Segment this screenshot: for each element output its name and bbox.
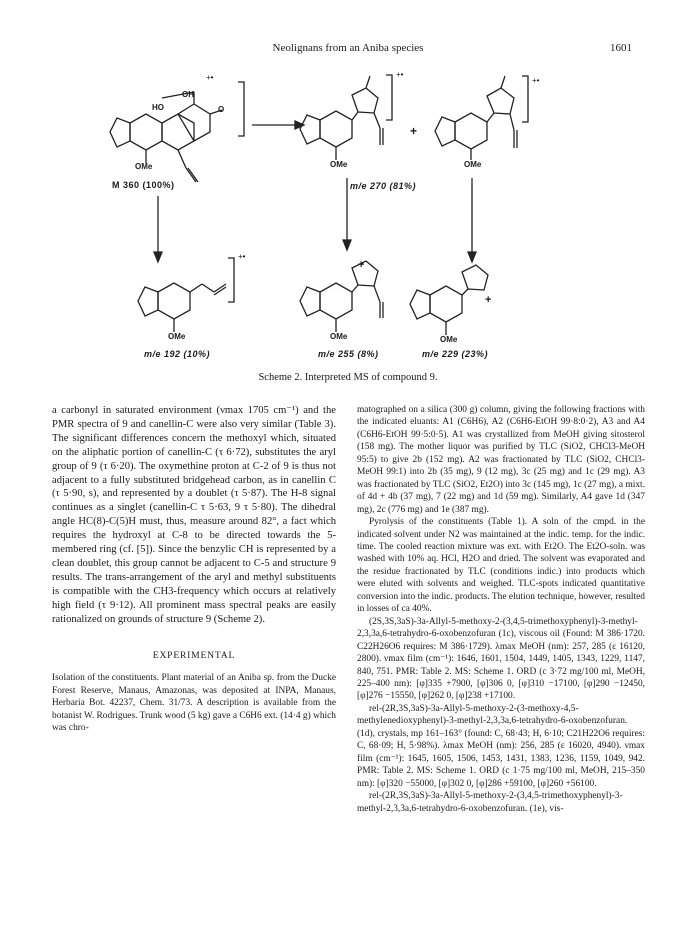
ion-192-structure: [138, 258, 234, 332]
parent-ome-label: OMe: [135, 162, 153, 171]
ion-255-ome: OMe: [330, 332, 348, 341]
ion-270a-ome: OMe: [330, 160, 348, 169]
scheme-caption: Scheme 2. Interpreted MS of compound 9.: [258, 372, 438, 383]
ion-270a-charge: +•: [396, 70, 404, 79]
scheme-2-figure: [0, 0, 696, 370]
isolation-paragraph: Isolation of the constituents. Plant material of an Aniba sp. from the Ducke Forest Reserve, Manaus, Amazonas, was deposited at INPA, Manaus, Herbaria Bot. 42237, Chem. 31/73. A description is available from the botanist W. Rodrigues. Trunk wood (5 kg) gave a C6H6 ext. (14·4 g) which was chro-: [52, 673, 336, 734]
ion-229-structure: [410, 265, 488, 335]
section-heading-experimental: EXPERIMENTAL: [152, 649, 236, 661]
ion-229-ome: OMe: [440, 335, 458, 344]
pyrolysis-paragraph: Pyrolysis of the constituents (Table 1). A soln of the cmpd. in the indicated solvent under N2 was maintained at the indic. temp. for the indic. time. The cooled reaction mixture was ext. with Et2O. The Et2O-soln. was washed with 10% aq. HCl, H2O and dried. The solvent was evaporated and the residue fractionated by TLC (conditions indic.) into products which were eluted with solvents and weighed. TLC-spots indicated quantitative conversion into the indic. products. The elution technique, however, resulted in losses of ca 40%.: [357, 517, 645, 615]
ion-270-structure-a: [300, 75, 392, 160]
ion-192-charge: +•: [238, 252, 246, 261]
parent-mass-label: M 360 (100%): [112, 180, 175, 190]
ion-255-plus: +: [358, 259, 365, 271]
ion-270b-ome: OMe: [464, 160, 482, 169]
ion-270b-charge: +•: [532, 76, 540, 85]
parent-ho-label: HO: [152, 103, 164, 112]
fractionation-paragraph: matographed on a silica (300 g) column, giving the following fractions with the indicated eluants: A1 (C6H6), A2 (C6H6-EtOH 99·8:0·2), A3 and A4 (C6H6-EtOH 99·5:0·5). A1 was crystallized from MeOH giving sitosterol (158 mg). The mother liquor was purified by TLC (SiO2, CHCl3-MeOH 95:5) to give 2b (152 mg). A2 was fractionated by TLC (SiO2, CHCl3-MeOH 99:1) into 2b (35 mg), 9 (12 mg), 3c (25 mg) and 1c (29 mg). A3 was fractionated by TLC (SiO2, Et2O) into 3c (145 mg), 1c (27 mg), a mixt. of 4d + 4b (37 mg), 7 (22 mg) and 1d (59 mg). Similarly, A4 gave 1d (347 mg), 2c (776 mg) and 1e (387 mg).: [357, 405, 645, 515]
parent-structure: [110, 82, 244, 182]
results-paragraph: a carbonyl in saturated environment (νmax 1705 cm⁻¹) and the PMR spectra of 9 and canellin-C were also very similar (Table 3). The significant differences concern the methoxyl which, situated on the aliphatic portion of canellin-C (τ 6·72), substitutes the aryl group of 9 (τ 6·20). The oxymethine proton at C-2 of 9 is thus not adjacent to a fully substituted bridgehead carbon, as in canellin C (τ 5·90, s), and represented by a doublet (τ 5·87). The H-8 signal continues as a singlet (canellin-C τ 5·63, 9 τ 5·80). The dihedral angle HC(8)-C(5)H must, thus, measure around 82°, a fact which requires the hydroxyl at C-8 to be directed towards the 5-membered ring (cf. [5]). Since the benzylic CH is represented by a clean doublet, this group cannot be adjacent to C-5 and structure 9 results. The trans-arrangement of the aryl and methyl substituents is compatible with the CH3-frequency which occurs at relatively high field (τ 9·12). All prominent mass spectral peaks are easily rationalized on grounds of structure 9 (Scheme 2).: [52, 405, 336, 625]
ion-270-structure-b: [435, 76, 528, 160]
ion-255-structure: [300, 261, 383, 332]
compound-1e-paragraph: rel-(2R,3S,3aS)-3a-Allyl-5-methoxy-2-(3,4,5-trimethoxyphenyl)-3-methyl-2,3,3a,6-tetrahydro-6-oxobenzofuran. (1e), vis-: [357, 791, 623, 814]
ion-229-plus: +: [485, 294, 492, 306]
compound-1c-paragraph: (2S,3S,3aS)-3a-Allyl-5-methoxy-2-(3,4,5-trimethoxyphenyl)-3-methyl-2,3,3a,6-tetrahydro-6-oxobenzofuran (1c), viscous oil (Found: M 386·1720. C22H26O6 requires: M 386·1729). λmax MeOH (nm): 257, 285 (ε 16120, 2800). νmax film (cm⁻¹): 1646, 1601, 1504, 1449, 1405, 1343, 1229, 1147, 840, 751. PMR: Table 2. MS: Scheme 1. ORD (c 3·72 mg/100 ml, MeOH, 225–400 nm): [φ]335 +7900, [φ]306 0, [φ]310 −17100, [φ]290 −12450, [φ]276 −15550, [φ]262 0, [φ]238 +17100.: [357, 616, 645, 702]
left-column: [52, 404, 336, 734]
ion-255-mass-label: m/e 255 (8%): [318, 349, 379, 359]
parent-o-label: O: [218, 105, 225, 114]
ion-192-mass-label: m/e 192 (10%): [144, 349, 211, 359]
ion-192-ome: OMe: [168, 332, 186, 341]
running-title: Neolignans from an Aniba species: [272, 42, 424, 54]
page-number: 1601: [610, 42, 632, 54]
compound-1d-paragraph: rel-(2R,3S,3aS)-3a-Allyl-5-methoxy-2-(3-methoxy-4,5-methylenedioxyphenyl)-3-methyl-2,3,3a,6-tetrahydro-6-oxobenzofuran. (1d), crystals, mp 161–163° (found: C, 68·43; H, 6·10; C21H22O6 requires: C, 68·09; H, 5·98%). λmax MeOH (nm): 256, 285 (ε 16020, 4940). νmax film (cm⁻¹): 1645, 1605, 1506, 1453, 1431, 1383, 1236, 1159, 1049, 942. PMR: Table 2. MS: Scheme 1. ORD (c 1·75 mg/100 ml, MeOH, 215–350 nm): [φ]320 −55000, [φ]302 0, [φ]286 +59100, [φ]260 +56100.: [357, 703, 645, 789]
ion-270-mass-label: m/e 270 (81%): [350, 181, 417, 191]
right-column: [357, 404, 645, 815]
parent-oh-label: OH: [182, 90, 194, 99]
plus-sign: +: [410, 124, 418, 138]
parent-charge: +•: [206, 73, 214, 82]
ion-229-mass-label: m/e 229 (23%): [422, 349, 489, 359]
